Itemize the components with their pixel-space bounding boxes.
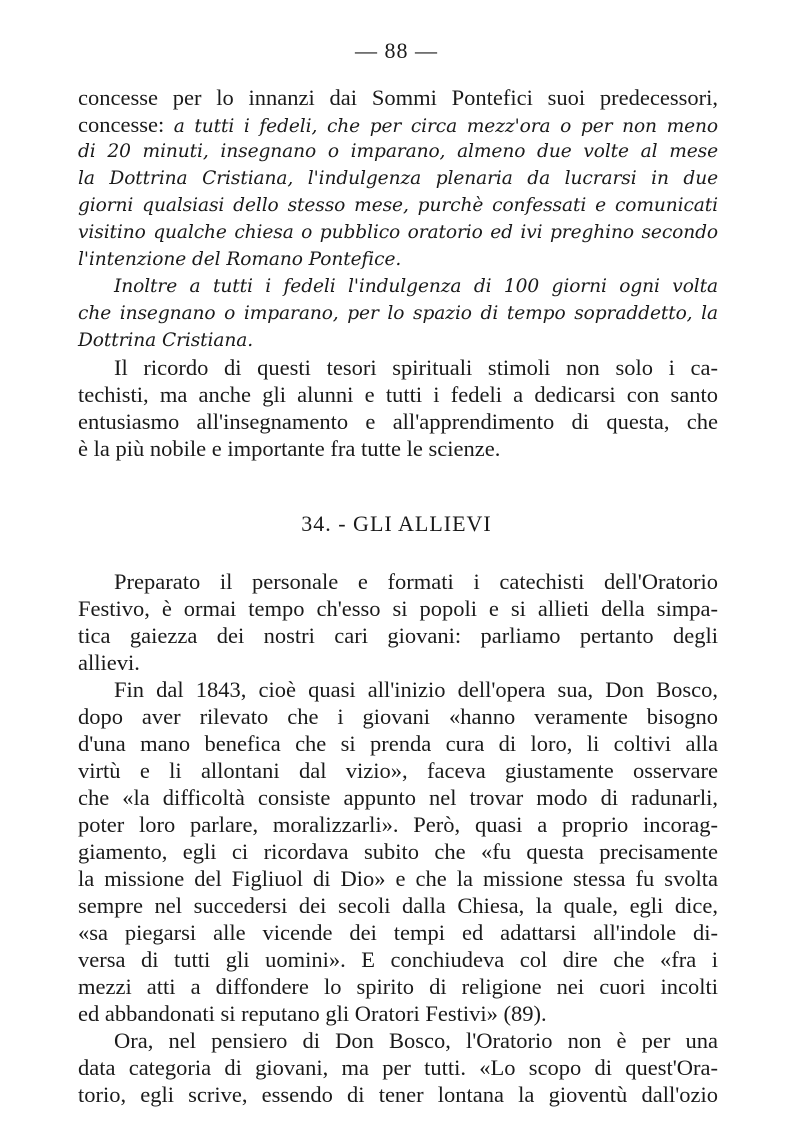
text-line [78,111,718,138]
text-line: è la più nobile e importante fra tutte le scienze. [78,436,501,461]
text-line: concesse per lo innanzi dai Sommi Pontefici suoi predecessori, [78,85,718,110]
section-heading: 34. - GLI ALLIEVI [301,511,492,536]
text-line: l'intenzione del Romano Pontefice. [78,249,402,270]
text-line: la missione del Figliuol di Dio» e che la missione stessa fu svolta [78,866,718,891]
text-line: data categoria di giovani, ma per tutti. «Lo scopo di quest'Ora- [78,1055,718,1080]
text-line: entusiasmo all'insegnamento e all'apprendimento di questa, che [78,409,718,434]
text-line: Preparato il personale e formati i catechisti dell'Oratorio [114,569,718,594]
text-line: versa di tutti gli uomini». E conchiudeva col dire che «fra i [78,947,718,972]
text-line-roman-part: concesse: [78,112,165,137]
text-line: torio, egli scrive, essendo di tener lontana la gioventù dall'ozio [78,1082,718,1107]
text-line: sempre nel succedersi dei secoli dalla Chiesa, la quale, egli dice, [78,893,718,918]
text-line: che insegnano o imparano, per lo spazio di tempo sopraddetto, la [78,303,718,324]
text-line: «sa piegarsi alle vicende dei tempi ed adattarsi all'indole di- [78,920,718,945]
text-line: giamento, egli ci ricordava subito che «fu questa precisamente [78,839,718,864]
text-line: d'una mano benefica che si prenda cura di loro, li coltivi alla [78,731,718,756]
text-line: Ora, nel pensiero di Don Bosco, l'Oratorio non è per una [114,1028,718,1053]
text-line: di 20 minuti, insegnano o imparano, almeno due volte al mese [78,141,718,162]
text-line: techisti, ma anche gli alunni e tutti i fedeli a dedicarsi con santo [78,382,718,407]
text-line: dopo aver rilevato che i giovani «hanno veramente bisogno [78,704,718,729]
text-line: la Dottrina Cristiana, l'indulgenza plenaria da lucrarsi in due [78,168,718,189]
text-line: Fin dal 1843, cioè quasi all'inizio dell'opera sua, Don Bosco, [114,677,718,702]
text-line: virtù e li allontani dal vizio», faceva giustamente osservare [78,758,718,783]
text-line: tica gaiezza dei nostri cari giovani: parliamo pertanto degli [78,623,718,648]
text-line: giorni qualsiasi dello stesso mese, purchè confessati e comunicati [78,195,718,216]
text-line: visitino qualche chiesa o pubblico oratorio ed ivi preghino secondo [78,222,718,243]
text-line-italic-part: a tutti i fedeli, che per circa mezz'ora o per non meno [173,116,718,137]
text-line: poter loro parlare, moralizzarli». Però, quasi a proprio incorag- [78,812,718,837]
text-line: che «la difficoltà consiste appunto nel trovar modo di radunarli, [78,785,718,810]
text-line: ed abbandonati si reputano gli Oratori Festivi» (89). [78,1001,547,1026]
text-line: Festivo, è ormai tempo ch'esso si popoli e si allieti della simpa- [78,596,718,621]
text-line: mezzi atti a diffondere lo spirito di religione nei cuori incolti [78,974,718,999]
text-line: allievi. [78,650,140,675]
text-line: Il ricordo di questi tesori spirituali stimoli non solo i ca- [114,355,718,380]
text-line: Inoltre a tutti i fedeli l'indulgenza di 100 giorni ogni volta [114,276,718,297]
page-number: — 88 — [355,38,438,63]
text-line: Dottrina Cristiana. [78,330,254,351]
